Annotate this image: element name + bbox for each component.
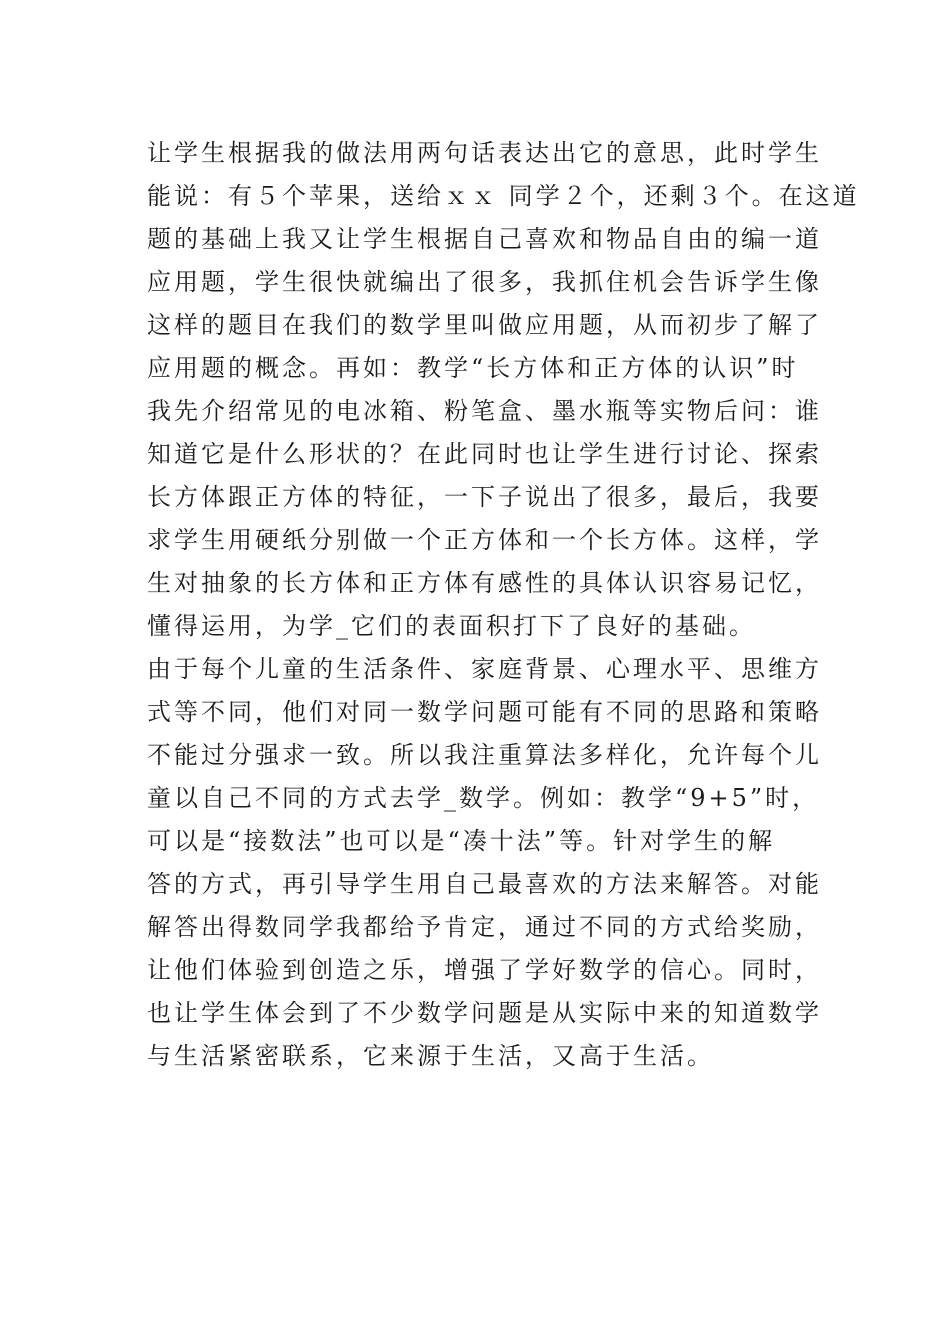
text-line: 解答出得数同学我都给予肯定，通过不同的方式给奖励， <box>147 913 822 941</box>
text-line: 让他们体验到创造之乐，增强了学好数学的信心。同时， <box>147 956 822 984</box>
text-line: 也让学生体会到了不少数学问题是从实际中来的知道数学 <box>147 999 822 1027</box>
text-line: 生对抽象的长方体和正方体有感性的具体认识容易记忆， <box>147 569 822 597</box>
text-line: 长方体跟正方体的特征，一下子说出了很多，最后，我要 <box>147 483 822 511</box>
text-line: 式等不同，他们对同一数学问题可能有不同的思路和策略 <box>147 698 822 726</box>
text-line: 这样的题目在我们的数学里叫做应用题，从而初步了解了 <box>147 311 822 339</box>
text-line: 知道它是什么形状的？在此同时也让学生进行讨论、探索 <box>147 440 822 468</box>
text-line: 能说：有５个苹果，送给ｘｘ 同学２个，还剩３个。在这道 <box>147 182 860 210</box>
text-line: 可以是“接数法”也可以是“凑十法”等。针对学生的解 <box>147 827 776 855</box>
text-line: 应用题，学生很快就编出了很多，我抓住机会告诉学生像 <box>147 268 822 296</box>
text-line: 让学生根据我的做法用两句话表达出它的意思，此时学生 <box>147 139 822 167</box>
text-line: 答的方式，再引导学生用自己最喜欢的方法来解答。对能 <box>147 870 822 898</box>
text-line: 由于每个儿童的生活条件、家庭背景、心理水平、思维方 <box>147 655 822 683</box>
text-line: 求学生用硬纸分别做一个正方体和一个长方体。这样，学 <box>147 526 822 554</box>
text-line: 应用题的概念。再如：教学“长方体和正方体的认识”时 <box>147 354 799 382</box>
document-body <box>147 132 860 1078</box>
text-line: 题的基础上我又让学生根据自己喜欢和物品自由的编一道 <box>147 225 822 253</box>
text-line: 童以自己不同的方式去学_数学。例如：教学“9+5”时， <box>147 784 820 812</box>
text-line: 不能过分强求一致。所以我注重算法多样化，允许每个儿 <box>147 741 822 769</box>
text-line: 与生活紧密联系，它来源于生活，又高于生活。 <box>147 1042 714 1070</box>
text-line: 懂得运用，为学_它们的表面积打下了良好的基础。 <box>147 612 756 640</box>
text-line: 我先介绍常见的电冰箱、粉笔盒、墨水瓶等实物后问：谁 <box>147 397 822 425</box>
